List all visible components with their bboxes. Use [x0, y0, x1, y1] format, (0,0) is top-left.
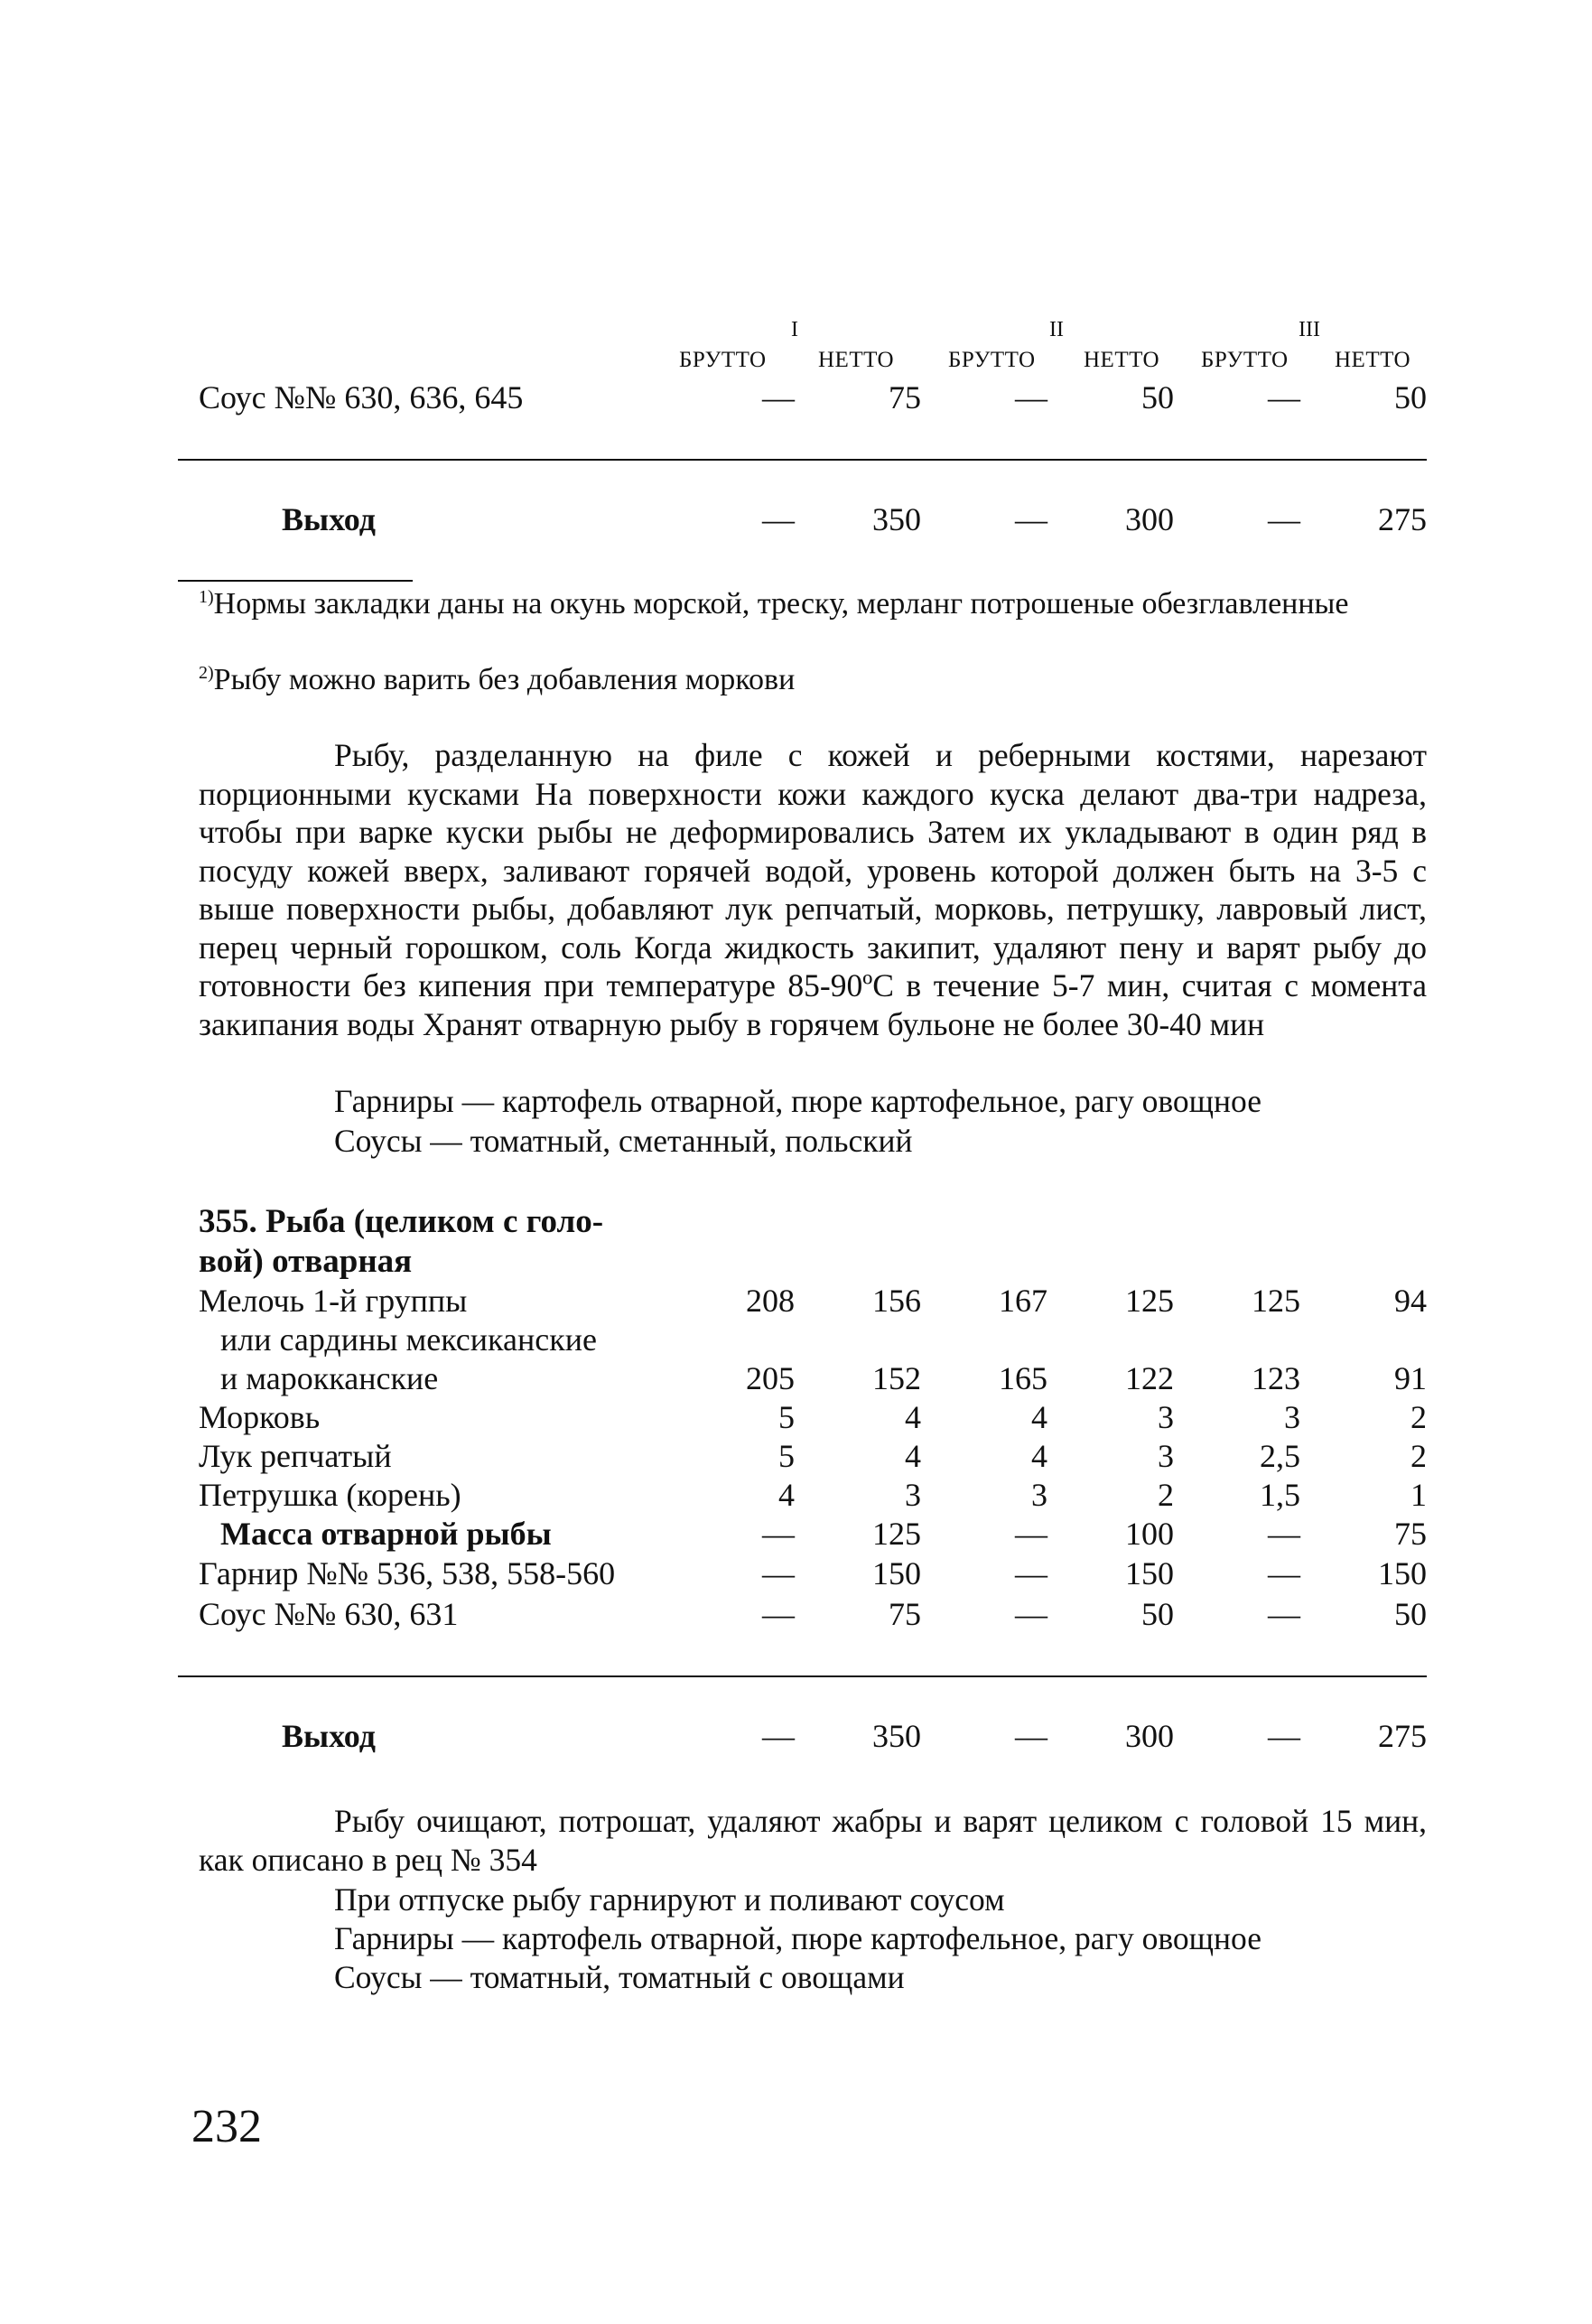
cell: 75 [889, 1596, 921, 1632]
cell: 125 [872, 1516, 921, 1552]
group-label-3: III [1299, 318, 1320, 341]
row-label: Мелочь 1-й группы [199, 1283, 468, 1319]
column-header-gross-3: БРУТТО [1201, 348, 1289, 372]
row-label: Масса отварной рыбы [220, 1516, 552, 1552]
cell: 75 [889, 379, 921, 415]
cell: — [762, 1555, 795, 1591]
garnish-line: Гарниры — картофель отварной, пюре картофельное, рагу овощное [334, 1083, 1261, 1119]
row-label: Морковь [199, 1399, 321, 1435]
cell: 2,5 [1260, 1438, 1300, 1474]
cell: 50 [1394, 1596, 1427, 1632]
footnote-1 [199, 585, 1427, 623]
group-label-1: I [791, 318, 798, 341]
cell: — [1268, 1596, 1300, 1632]
cell: 91 [1394, 1360, 1427, 1396]
row-label: Соус №№ 630, 631 [199, 1596, 459, 1632]
cell: 275 [1378, 1718, 1427, 1754]
cell: 350 [872, 1718, 921, 1754]
method-text: Рыбу, разделанную на филе с кожей и реберными костями, нарезают порционными кусками На поверхности кожи каждого куска делают два-три надреза, чтобы при варке куски рыбы не деформировались Затем их укладывают в один ряд в посуду кожей вверх, заливают горячей водой, уровень которой должен быть на 3-5 с выше поверхности рыбы, добавляют лук репчатый, морковь, петрушку, лавровый лист, перец черный горошком, соль Когда жидкость закипит, удаляют пену и варят рыбу до готовности без кипения при температуре 85-90ºС в течение 5-7 мин, считая с момента закипания воды Хранят отварную рыбу в горячем бульоне не более 30-40 мин [199, 737, 1427, 1042]
table-row [0, 1436, 1592, 1476]
cell: — [1268, 1555, 1300, 1591]
cell: 156 [872, 1283, 921, 1319]
table-row-sauce [0, 378, 1592, 417]
cell: 3 [1158, 1438, 1174, 1474]
cell: 125 [1252, 1283, 1300, 1319]
cell: — [1268, 1718, 1300, 1754]
cell: — [762, 1516, 795, 1552]
table-row [0, 1554, 1592, 1593]
cell: 152 [872, 1360, 921, 1396]
recipe-title-line-2: вой) отварная [199, 1243, 413, 1280]
output-label: Выход [282, 1718, 376, 1754]
cell: 50 [1394, 379, 1427, 415]
table-row [0, 1281, 1592, 1321]
group-label-2: II [1049, 318, 1064, 341]
cell: — [762, 1718, 795, 1754]
cell: 94 [1394, 1283, 1427, 1319]
method-text: Рыбу очищают, потрошат, удаляют жабры и варят целиком с головой 15 мин, как описано в рец № 354 [199, 1803, 1427, 1878]
row-label: Гарнир №№ 536, 538, 558-560 [199, 1555, 616, 1591]
cell: 4 [778, 1477, 795, 1513]
column-header-net-3: НЕТТО [1335, 348, 1411, 372]
cell: 150 [1125, 1555, 1174, 1591]
cell: 3 [1158, 1399, 1174, 1435]
cell: — [1015, 379, 1047, 415]
cell: 3 [1031, 1477, 1047, 1513]
footnote-text: Рыбу можно варить без добавления моркови [213, 663, 796, 696]
recipe-title-line-1: 355. Рыба (целиком с голо- [199, 1203, 604, 1240]
row-label: Соус №№ 630, 636, 645 [199, 379, 524, 415]
cell: 125 [1125, 1283, 1174, 1319]
cell: 50 [1141, 1596, 1174, 1632]
cell: — [762, 379, 795, 415]
cell: 300 [1125, 501, 1174, 537]
divider [178, 459, 1427, 461]
cell: — [1015, 1516, 1047, 1552]
footnote-text: Нормы закладки даны на окунь морской, треску, мерланг потрошеные обезглавленные [213, 587, 1349, 621]
footnote-divider [178, 580, 413, 582]
cell: — [762, 1596, 795, 1632]
output-label: Выход [282, 501, 376, 537]
table-row-output [0, 499, 1592, 539]
cell: — [1015, 1718, 1047, 1754]
method-paragraph [199, 1802, 1427, 1879]
cell: 275 [1378, 501, 1427, 537]
cell: 100 [1125, 1516, 1174, 1552]
cell: — [1268, 501, 1300, 537]
cell: 150 [1378, 1555, 1427, 1591]
cell: 4 [905, 1399, 921, 1435]
cell: — [1015, 501, 1047, 537]
cell: 300 [1125, 1718, 1174, 1754]
cell: — [1015, 1555, 1047, 1591]
cell: — [762, 501, 795, 537]
cell: 205 [746, 1360, 795, 1396]
cell: 3 [1284, 1399, 1300, 1435]
column-header-net-2: НЕТТО [1084, 348, 1160, 372]
row-label: Лук репчатый [199, 1438, 392, 1474]
cell: — [1015, 1596, 1047, 1632]
row-label: и марокканские [220, 1360, 439, 1396]
cell: — [1268, 379, 1300, 415]
cell: 1 [1410, 1477, 1427, 1513]
column-header-gross-2: БРУТТО [948, 348, 1036, 372]
cell: 208 [746, 1283, 795, 1319]
cell: 4 [905, 1438, 921, 1474]
cell: 1,5 [1260, 1477, 1300, 1513]
divider [178, 1675, 1427, 1677]
cell: 123 [1252, 1360, 1300, 1396]
sauces-line: Соусы — томатный, сметанный, польский [334, 1123, 913, 1159]
cell: 2 [1158, 1477, 1174, 1513]
table-row [0, 1320, 1592, 1359]
table-row [0, 1594, 1592, 1634]
cell: 3 [905, 1477, 921, 1513]
cell: 5 [778, 1438, 795, 1474]
table-row [0, 1475, 1592, 1515]
cell: 5 [778, 1399, 795, 1435]
footnote-mark: 1) [199, 587, 214, 607]
cell: 4 [1031, 1399, 1047, 1435]
row-label: Петрушка (корень) [199, 1477, 461, 1513]
footnote-2 [199, 661, 1427, 699]
column-header-gross-1: БРУТТО [679, 348, 767, 372]
garnish-line: Гарниры — картофель отварной, пюре картофельное, рагу овощное [334, 1920, 1261, 1956]
cell: 167 [999, 1283, 1047, 1319]
table-row [0, 1358, 1592, 1398]
cell: 165 [999, 1360, 1047, 1396]
cell: 4 [1031, 1438, 1047, 1474]
sauces-line: Соусы — томатный, томатный с овощами [334, 1959, 905, 1995]
row-label: или сардины мексиканские [220, 1321, 597, 1358]
cell: 50 [1141, 379, 1174, 415]
table-row-output [0, 1716, 1592, 1756]
serving-line: При отпуске рыбу гарнируют и поливают соусом [334, 1881, 1005, 1918]
cell: — [1268, 1516, 1300, 1552]
page-number: 232 [191, 2101, 262, 2152]
table-row [0, 1514, 1592, 1554]
cell: 2 [1410, 1438, 1427, 1474]
cell: 75 [1394, 1516, 1427, 1552]
footnote-mark: 2) [199, 663, 214, 683]
cell: 350 [872, 501, 921, 537]
cell: 150 [872, 1555, 921, 1591]
cell: 2 [1410, 1399, 1427, 1435]
column-header-net-1: НЕТТО [818, 348, 895, 372]
cell: 122 [1125, 1360, 1174, 1396]
table-row [0, 1397, 1592, 1437]
method-paragraph [199, 736, 1427, 1043]
